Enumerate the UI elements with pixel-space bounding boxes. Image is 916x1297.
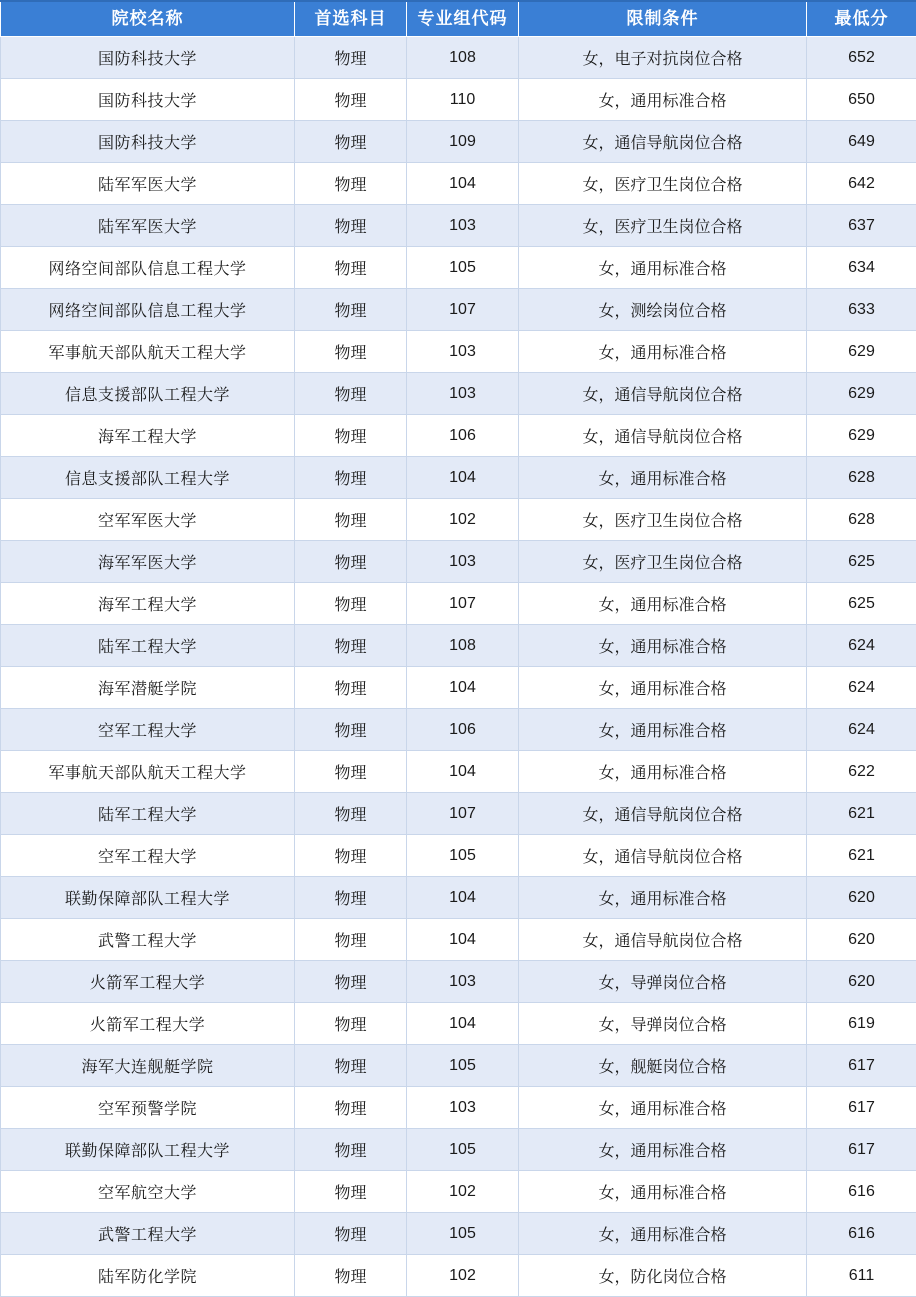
cell-school: 网络空间部队信息工程大学 [1, 289, 295, 331]
table-row [1, 583, 916, 625]
table-row [1, 247, 916, 289]
cell-group-code: 105 [407, 835, 519, 877]
cell-school: 火箭军工程大学 [1, 961, 295, 1003]
table-row [1, 499, 916, 541]
table-row [1, 37, 916, 79]
cell-min-score: 629 [807, 415, 916, 457]
cell-school: 国防科技大学 [1, 37, 295, 79]
cell-restriction: 女，医疗卫生岗位合格 [519, 163, 807, 205]
cell-group-code: 106 [407, 709, 519, 751]
cell-school: 联勤保障部队工程大学 [1, 877, 295, 919]
table-row [1, 877, 916, 919]
cell-restriction: 女，通用标准合格 [519, 331, 807, 373]
cell-restriction: 女，通用标准合格 [519, 79, 807, 121]
cell-min-score: 624 [807, 667, 916, 709]
cell-restriction: 女，通信导航岗位合格 [519, 919, 807, 961]
cell-restriction: 女，通用标准合格 [519, 1213, 807, 1255]
cell-school: 陆军工程大学 [1, 793, 295, 835]
cell-restriction: 女，医疗卫生岗位合格 [519, 205, 807, 247]
cell-group-code: 104 [407, 919, 519, 961]
cell-restriction: 女，通用标准合格 [519, 1087, 807, 1129]
cell-restriction: 女，通信导航岗位合格 [519, 121, 807, 163]
cell-min-score: 620 [807, 961, 916, 1003]
cell-subject: 物理 [295, 415, 407, 457]
cell-subject: 物理 [295, 1003, 407, 1045]
cell-school: 陆军军医大学 [1, 163, 295, 205]
cell-subject: 物理 [295, 793, 407, 835]
table-row [1, 331, 916, 373]
cell-subject: 物理 [295, 1255, 407, 1297]
cell-school: 空军预警学院 [1, 1087, 295, 1129]
cell-group-code: 104 [407, 1003, 519, 1045]
cell-restriction: 女，测绘岗位合格 [519, 289, 807, 331]
cell-school: 陆军防化学院 [1, 1255, 295, 1297]
cell-subject: 物理 [295, 667, 407, 709]
cell-min-score: 616 [807, 1171, 916, 1213]
table-row [1, 289, 916, 331]
cell-group-code: 104 [407, 751, 519, 793]
cell-min-score: 642 [807, 163, 916, 205]
cell-subject: 物理 [295, 709, 407, 751]
cell-restriction: 女，通用标准合格 [519, 667, 807, 709]
cell-min-score: 650 [807, 79, 916, 121]
cell-restriction: 女，通用标准合格 [519, 1171, 807, 1213]
table-row [1, 79, 916, 121]
cell-group-code: 108 [407, 625, 519, 667]
cell-group-code: 102 [407, 1255, 519, 1297]
table-row [1, 1255, 916, 1297]
cell-group-code: 107 [407, 289, 519, 331]
cell-min-score: 617 [807, 1129, 916, 1171]
cell-subject: 物理 [295, 499, 407, 541]
cell-group-code: 102 [407, 1171, 519, 1213]
table-row [1, 415, 916, 457]
cell-subject: 物理 [295, 919, 407, 961]
cell-restriction: 女，通用标准合格 [519, 877, 807, 919]
cell-min-score: 629 [807, 331, 916, 373]
cell-school: 海军工程大学 [1, 583, 295, 625]
cell-min-score: 621 [807, 835, 916, 877]
cell-school: 海军军医大学 [1, 541, 295, 583]
cell-subject: 物理 [295, 247, 407, 289]
cell-subject: 物理 [295, 79, 407, 121]
cell-restriction: 女，电子对抗岗位合格 [519, 37, 807, 79]
cell-school: 国防科技大学 [1, 121, 295, 163]
cell-subject: 物理 [295, 1171, 407, 1213]
cell-min-score: 619 [807, 1003, 916, 1045]
cell-group-code: 105 [407, 1213, 519, 1255]
cell-subject: 物理 [295, 373, 407, 415]
cell-group-code: 103 [407, 1087, 519, 1129]
cell-school: 海军大连舰艇学院 [1, 1045, 295, 1087]
cell-subject: 物理 [295, 1087, 407, 1129]
cell-group-code: 106 [407, 415, 519, 457]
cell-group-code: 103 [407, 331, 519, 373]
cell-min-score: 625 [807, 583, 916, 625]
cell-restriction: 女，通用标准合格 [519, 247, 807, 289]
cell-restriction: 女，导弹岗位合格 [519, 961, 807, 1003]
cell-school: 武警工程大学 [1, 919, 295, 961]
cell-school: 空军工程大学 [1, 709, 295, 751]
cell-min-score: 628 [807, 499, 916, 541]
cell-min-score: 649 [807, 121, 916, 163]
table-row [1, 1171, 916, 1213]
column-header-group-code: 专业组代码 [407, 1, 519, 37]
table-row [1, 835, 916, 877]
cell-subject: 物理 [295, 205, 407, 247]
cell-subject: 物理 [295, 877, 407, 919]
cell-restriction: 女，通信导航岗位合格 [519, 415, 807, 457]
cell-subject: 物理 [295, 1213, 407, 1255]
cell-group-code: 107 [407, 793, 519, 835]
cell-subject: 物理 [295, 37, 407, 79]
cell-group-code: 104 [407, 457, 519, 499]
cell-group-code: 107 [407, 583, 519, 625]
cell-school: 海军潜艇学院 [1, 667, 295, 709]
table-header [1, 1, 916, 37]
cell-min-score: 633 [807, 289, 916, 331]
cell-restriction: 女，通用标准合格 [519, 583, 807, 625]
cell-subject: 物理 [295, 289, 407, 331]
table-row [1, 205, 916, 247]
cell-group-code: 105 [407, 1045, 519, 1087]
cell-group-code: 102 [407, 499, 519, 541]
cell-min-score: 617 [807, 1045, 916, 1087]
cell-group-code: 105 [407, 247, 519, 289]
cell-school: 陆军工程大学 [1, 625, 295, 667]
cell-school: 武警工程大学 [1, 1213, 295, 1255]
table-row [1, 1087, 916, 1129]
column-header-restriction: 限制条件 [519, 1, 807, 37]
cell-min-score: 629 [807, 373, 916, 415]
cell-subject: 物理 [295, 751, 407, 793]
table-header-row [1, 1, 916, 37]
table-row [1, 709, 916, 751]
cell-group-code: 108 [407, 37, 519, 79]
cell-group-code: 104 [407, 667, 519, 709]
cell-school: 军事航天部队航天工程大学 [1, 751, 295, 793]
cell-restriction: 女，通用标准合格 [519, 457, 807, 499]
table-row [1, 163, 916, 205]
cell-school: 信息支援部队工程大学 [1, 457, 295, 499]
column-header-subject: 首选科目 [295, 1, 407, 37]
cell-school: 联勤保障部队工程大学 [1, 1129, 295, 1171]
table-row [1, 751, 916, 793]
cell-school: 信息支援部队工程大学 [1, 373, 295, 415]
cell-min-score: 611 [807, 1255, 916, 1297]
cell-subject: 物理 [295, 583, 407, 625]
cell-group-code: 103 [407, 961, 519, 1003]
cell-restriction: 女，通用标准合格 [519, 709, 807, 751]
cell-min-score: 637 [807, 205, 916, 247]
cell-restriction: 女，导弹岗位合格 [519, 1003, 807, 1045]
table-row [1, 625, 916, 667]
cell-restriction: 女，医疗卫生岗位合格 [519, 541, 807, 583]
table-row [1, 121, 916, 163]
table-row [1, 793, 916, 835]
cell-restriction: 女，舰艇岗位合格 [519, 1045, 807, 1087]
cell-group-code: 110 [407, 79, 519, 121]
cell-group-code: 104 [407, 877, 519, 919]
cell-school: 军事航天部队航天工程大学 [1, 331, 295, 373]
cell-min-score: 620 [807, 919, 916, 961]
cell-subject: 物理 [295, 457, 407, 499]
cell-restriction: 女，通用标准合格 [519, 1129, 807, 1171]
cell-subject: 物理 [295, 625, 407, 667]
cell-group-code: 103 [407, 541, 519, 583]
cell-min-score: 634 [807, 247, 916, 289]
table-row [1, 961, 916, 1003]
cell-restriction: 女，通信导航岗位合格 [519, 835, 807, 877]
cell-group-code: 103 [407, 373, 519, 415]
cell-school: 网络空间部队信息工程大学 [1, 247, 295, 289]
cell-min-score: 624 [807, 625, 916, 667]
cell-restriction: 女，通用标准合格 [519, 625, 807, 667]
cell-subject: 物理 [295, 121, 407, 163]
cell-restriction: 女，防化岗位合格 [519, 1255, 807, 1297]
cell-restriction: 女，通信导航岗位合格 [519, 373, 807, 415]
table-row [1, 667, 916, 709]
cell-min-score: 620 [807, 877, 916, 919]
cell-subject: 物理 [295, 835, 407, 877]
cell-subject: 物理 [295, 163, 407, 205]
cell-group-code: 103 [407, 205, 519, 247]
cell-min-score: 616 [807, 1213, 916, 1255]
table-row [1, 1045, 916, 1087]
cell-subject: 物理 [295, 541, 407, 583]
cell-min-score: 617 [807, 1087, 916, 1129]
table-body [1, 37, 916, 1297]
cell-school: 海军工程大学 [1, 415, 295, 457]
cell-school: 国防科技大学 [1, 79, 295, 121]
column-header-min-score: 最低分 [807, 1, 916, 37]
table-row [1, 919, 916, 961]
cell-subject: 物理 [295, 1045, 407, 1087]
cell-restriction: 女，通信导航岗位合格 [519, 793, 807, 835]
cell-school: 空军军医大学 [1, 499, 295, 541]
cell-subject: 物理 [295, 1129, 407, 1171]
cell-restriction: 女，医疗卫生岗位合格 [519, 499, 807, 541]
table-row [1, 1003, 916, 1045]
cell-restriction: 女，通用标准合格 [519, 751, 807, 793]
cell-group-code: 104 [407, 163, 519, 205]
cell-subject: 物理 [295, 961, 407, 1003]
table-row [1, 373, 916, 415]
cell-min-score: 625 [807, 541, 916, 583]
table-row [1, 1213, 916, 1255]
cell-group-code: 109 [407, 121, 519, 163]
cell-min-score: 624 [807, 709, 916, 751]
table-row [1, 1129, 916, 1171]
cell-min-score: 622 [807, 751, 916, 793]
cell-school: 陆军军医大学 [1, 205, 295, 247]
table-row [1, 541, 916, 583]
cell-min-score: 628 [807, 457, 916, 499]
cell-group-code: 105 [407, 1129, 519, 1171]
cell-school: 空军航空大学 [1, 1171, 295, 1213]
column-header-school: 院校名称 [1, 1, 295, 37]
table-row [1, 457, 916, 499]
cell-subject: 物理 [295, 331, 407, 373]
cell-min-score: 652 [807, 37, 916, 79]
cell-school: 火箭军工程大学 [1, 1003, 295, 1045]
cell-min-score: 621 [807, 793, 916, 835]
cell-school: 空军工程大学 [1, 835, 295, 877]
